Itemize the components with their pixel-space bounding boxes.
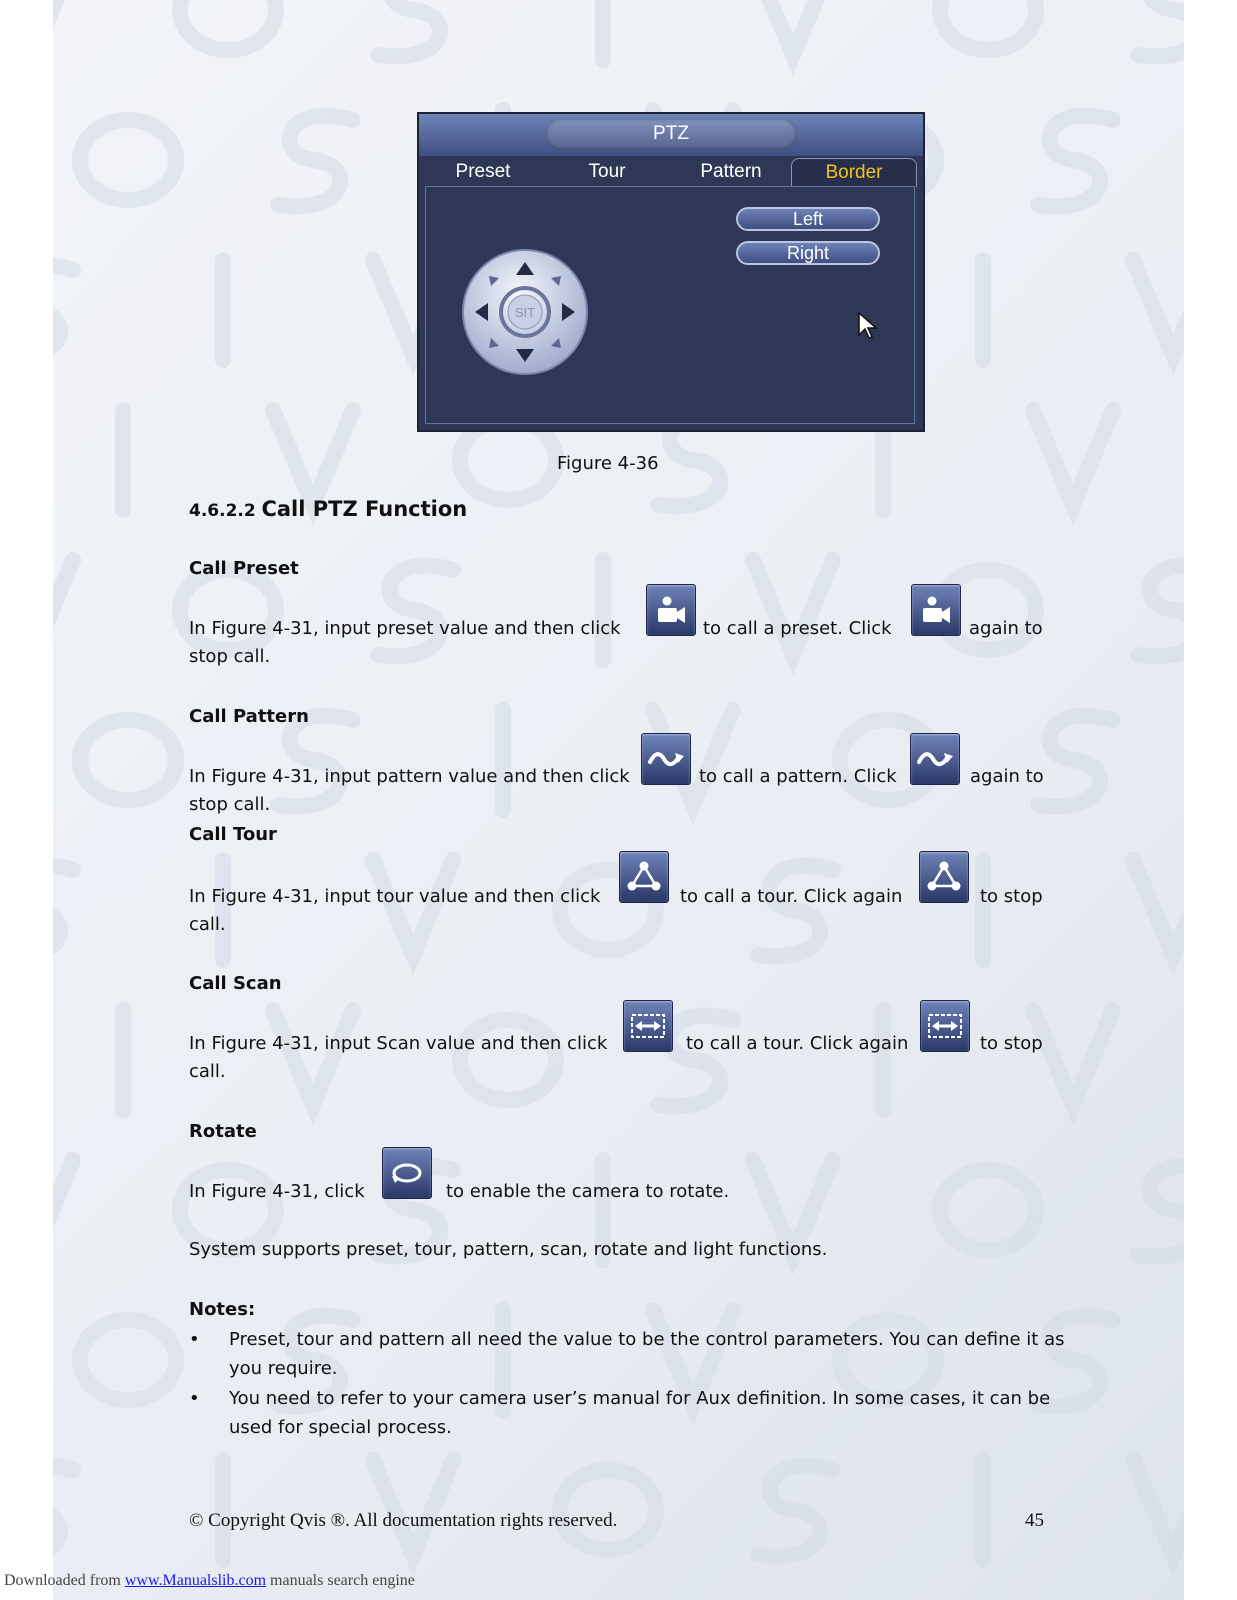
left-button[interactable]: Left bbox=[736, 207, 880, 231]
call-tour-text-c: to stop bbox=[980, 886, 1043, 907]
watermark-glyph bbox=[1133, 1460, 1184, 1555]
watermark-glyph bbox=[1138, 1166, 1184, 1257]
watermark-glyph bbox=[1133, 860, 1184, 955]
preset-camera-icon[interactable] bbox=[911, 584, 961, 636]
watermark-glyph bbox=[180, 0, 276, 50]
watermark-glyph bbox=[373, 1460, 453, 1555]
download-suffix: manuals search engine bbox=[270, 1572, 415, 1589]
copyright-text: © Copyright Qvis ®. All documentation rights reserved. bbox=[189, 1510, 618, 1531]
call-scan-text-line2: call. bbox=[189, 1061, 226, 1082]
note-2-line2: used for special process. bbox=[229, 1417, 452, 1438]
call-pattern-text-a: In Figure 4-31, input pattern value and then click bbox=[189, 766, 630, 787]
section-title: Call PTZ Function bbox=[261, 497, 468, 521]
call-preset-text-c: again to bbox=[969, 618, 1043, 639]
call-preset-heading: Call Preset bbox=[189, 558, 299, 579]
watermark-glyph bbox=[273, 410, 353, 505]
scan-arrows-icon[interactable] bbox=[920, 1000, 970, 1052]
watermark-glyph bbox=[378, 566, 453, 657]
call-tour-text-b: to call a tour. Click again bbox=[680, 886, 903, 907]
watermark-glyph bbox=[1138, 0, 1184, 56]
note-1-line1: Preset, tour and pattern all need the value to be the control parameters. You can define it as bbox=[229, 1329, 1065, 1350]
watermark-glyph bbox=[53, 560, 73, 655]
call-tour-text-a: In Figure 4-31, input tour value and then click bbox=[189, 886, 601, 907]
watermark-glyph bbox=[1138, 566, 1184, 657]
watermark-glyph bbox=[753, 0, 833, 55]
ptz-title: PTZ bbox=[545, 118, 797, 150]
watermark-glyph bbox=[53, 266, 73, 357]
preset-camera-icon[interactable] bbox=[646, 584, 696, 636]
watermark-glyph bbox=[80, 120, 176, 200]
call-pattern-text-b: to call a pattern. Click bbox=[699, 766, 897, 787]
ptz-dialog-screenshot bbox=[417, 112, 925, 432]
call-pattern-text-line2: stop call. bbox=[189, 794, 271, 815]
watermark-glyph bbox=[940, 1170, 1036, 1250]
watermark-glyph bbox=[278, 116, 353, 207]
bullet-dot-icon: • bbox=[189, 1329, 200, 1350]
rotate-heading: Rotate bbox=[189, 1121, 257, 1142]
section-number: 4.6.2.2 bbox=[189, 501, 256, 521]
notes-heading: Notes: bbox=[189, 1299, 256, 1320]
call-preset-text-line2: stop call. bbox=[189, 646, 271, 667]
tour-nodes-icon[interactable] bbox=[619, 851, 669, 903]
ptz-header bbox=[419, 114, 923, 156]
watermark-glyph bbox=[53, 0, 73, 55]
watermark-glyph bbox=[53, 866, 73, 957]
call-tour-heading: Call Tour bbox=[189, 824, 277, 845]
manualslib-link[interactable]: www.Manualslib.com bbox=[124, 1572, 267, 1589]
watermark-glyph bbox=[1038, 716, 1113, 807]
pattern-wave-icon[interactable] bbox=[641, 733, 691, 785]
watermark-glyph bbox=[460, 420, 556, 500]
watermark-glyph bbox=[940, 0, 1036, 50]
section-heading bbox=[189, 497, 467, 523]
rotate-icon[interactable] bbox=[382, 1147, 432, 1199]
watermark-glyph bbox=[1033, 1010, 1113, 1105]
note-2-line1: You need to refer to your camera user’s manual for Aux definition. In some cases, it can be bbox=[229, 1388, 1051, 1409]
call-scan-heading: Call Scan bbox=[189, 973, 282, 994]
watermark-glyph bbox=[278, 716, 353, 807]
watermark-glyph bbox=[273, 1010, 353, 1105]
watermark-glyph bbox=[1038, 116, 1113, 207]
download-bar bbox=[4, 1572, 415, 1590]
rotate-text-a: In Figure 4-31, click bbox=[189, 1181, 365, 1202]
direction-pad[interactable] bbox=[461, 248, 589, 376]
call-tour-text-line2: call. bbox=[189, 914, 226, 935]
watermark-glyph bbox=[1133, 260, 1184, 355]
figure-caption: Figure 4-36 bbox=[557, 453, 659, 474]
system-supports-text: System supports preset, tour, pattern, scan, rotate and light functions. bbox=[189, 1239, 828, 1260]
watermark-glyph bbox=[378, 0, 453, 56]
scan-arrows-icon[interactable] bbox=[623, 1000, 673, 1052]
bullet-dot-icon: • bbox=[189, 1388, 200, 1409]
watermark-glyph bbox=[80, 720, 176, 800]
tab-border[interactable]: Border bbox=[791, 158, 917, 187]
tab-pattern[interactable]: Pattern bbox=[700, 161, 762, 182]
call-preset-text-a: In Figure 4-31, input preset value and then click bbox=[189, 618, 621, 639]
call-scan-text-c: to stop bbox=[980, 1033, 1043, 1054]
mouse-cursor-icon bbox=[857, 311, 879, 341]
rotate-text-b: to enable the camera to rotate. bbox=[446, 1181, 730, 1202]
watermark-glyph bbox=[758, 1466, 833, 1557]
watermark-glyph bbox=[53, 1466, 73, 1557]
download-prefix: Downloaded from bbox=[4, 1572, 121, 1589]
call-scan-text-b: to call a tour. Click again bbox=[686, 1033, 909, 1054]
watermark-glyph bbox=[53, 1160, 73, 1255]
call-preset-text-b: to call a preset. Click bbox=[703, 618, 892, 639]
dpad-center-label[interactable]: SIT bbox=[514, 305, 536, 320]
tab-tour[interactable]: Tour bbox=[588, 161, 626, 182]
tab-preset[interactable]: Preset bbox=[455, 161, 511, 182]
note-1-line2: you require. bbox=[229, 1358, 338, 1379]
call-pattern-heading: Call Pattern bbox=[189, 706, 309, 727]
document-page bbox=[53, 0, 1184, 1600]
page-number: 45 bbox=[1025, 1510, 1044, 1531]
watermark-glyph bbox=[1033, 410, 1113, 505]
call-pattern-text-c: again to bbox=[970, 766, 1044, 787]
watermark-glyph bbox=[758, 866, 833, 957]
watermark-glyph bbox=[80, 1320, 176, 1400]
pattern-wave-icon[interactable] bbox=[910, 733, 960, 785]
tour-nodes-icon[interactable] bbox=[919, 851, 969, 903]
call-scan-text-a: In Figure 4-31, input Scan value and then click bbox=[189, 1033, 608, 1054]
right-button[interactable]: Right bbox=[736, 241, 880, 265]
